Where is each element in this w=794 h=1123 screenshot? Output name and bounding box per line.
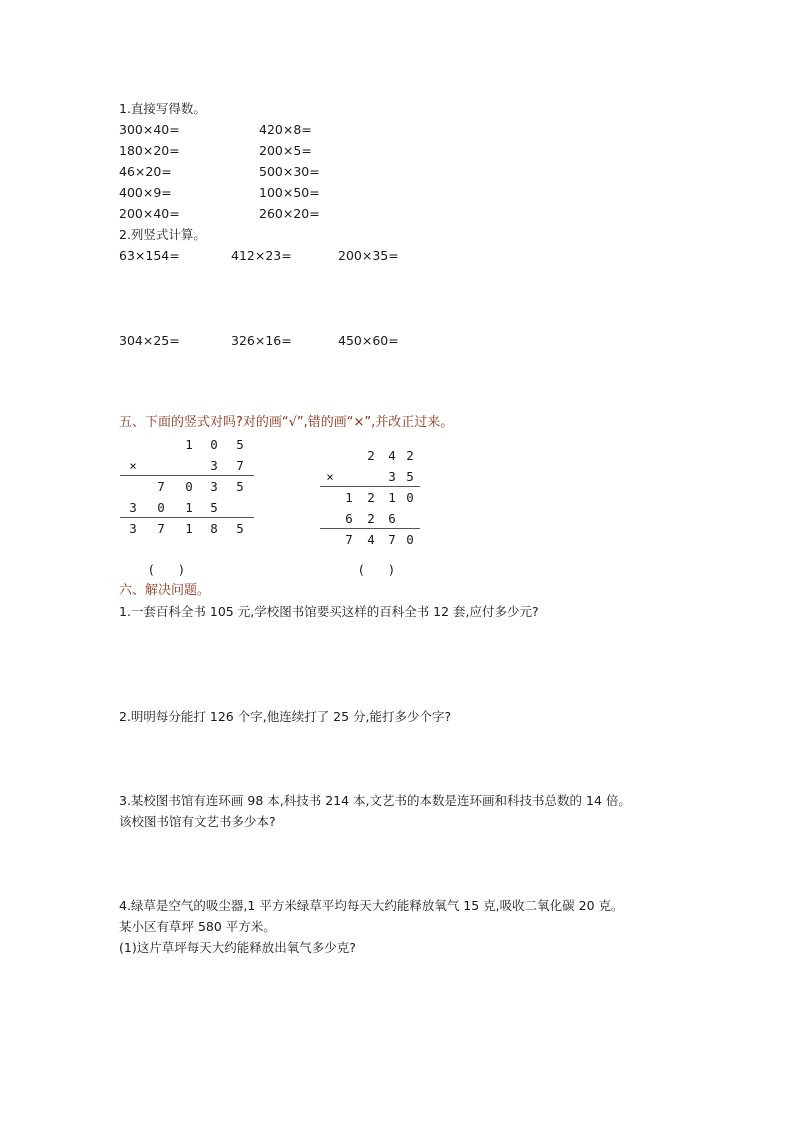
calc1-digit: 1 xyxy=(185,500,193,515)
q2-item: 304×25= xyxy=(119,333,180,348)
calc2-times-sign: × xyxy=(326,469,334,484)
calc1-digit: 3 xyxy=(210,479,218,494)
problem-4-line-1: 4.绿草是空气的吸尘器,1 平方米绿草平均每天大约能释放氧气 15 克,吸收二氧化碳 20 克。 xyxy=(119,898,624,913)
q2-item: 326×16= xyxy=(231,333,292,348)
calc1-digit: 3 xyxy=(129,500,137,515)
q1-left-item: 400×9= xyxy=(119,185,172,200)
calc1-rule xyxy=(120,475,254,476)
calc2-digit: 6 xyxy=(388,511,396,526)
section5-title: 五、下面的竖式对吗?对的画“√”,错的画“×”,并改正过来。 xyxy=(119,415,454,430)
calc1-digit: 8 xyxy=(210,521,218,536)
q2-item: 412×23= xyxy=(231,248,292,263)
problem-1: 1.一套百科全书 105 元,学校图书馆要买这样的百科全书 12 套,应付多少元? xyxy=(119,604,539,619)
calc1-digit: 7 xyxy=(157,479,165,494)
problem-2: 2.明明每分能打 126 个字,他连续打了 25 分,能打多少个字? xyxy=(119,709,452,724)
calc2-digit: 1 xyxy=(388,490,396,505)
calc1-digit: 0 xyxy=(210,437,218,452)
problem-3-line-2: 该校图书馆有文艺书多少本? xyxy=(119,814,276,829)
calc2-digit: 2 xyxy=(367,490,375,505)
calc1-digit: 0 xyxy=(185,479,193,494)
q1-right-item: 200×5= xyxy=(259,143,312,158)
calc2-digit: 5 xyxy=(406,469,414,484)
calc2-answer-blank[interactable]: ( ) xyxy=(359,562,394,577)
calc1-digit: 7 xyxy=(157,521,165,536)
calc2-digit: 7 xyxy=(345,532,353,547)
q2-title: 2.列竖式计算。 xyxy=(119,227,206,242)
calc1-digit: 1 xyxy=(185,521,193,536)
calc1-digit: 0 xyxy=(157,500,165,515)
calc2-rule xyxy=(320,486,420,487)
calc1-digit: 5 xyxy=(236,479,244,494)
calc2-digit: 2 xyxy=(406,448,414,463)
calc1-digit: 5 xyxy=(236,437,244,452)
q1-right-item: 100×50= xyxy=(259,185,320,200)
calc1-digit: 5 xyxy=(210,500,218,515)
calc1-digit: 3 xyxy=(210,458,218,473)
q1-right-item: 260×20= xyxy=(259,206,320,221)
q1-left-item: 46×20= xyxy=(119,164,172,179)
calc1-times-sign: × xyxy=(129,458,137,473)
calc1-digit: 3 xyxy=(129,521,137,536)
calc1-rule xyxy=(120,517,254,518)
calc2-digit: 2 xyxy=(367,511,375,526)
calc1-digit: 1 xyxy=(185,437,193,452)
calc2-digit: 3 xyxy=(388,469,396,484)
problem-4-line-2: 某小区有草坪 580 平方米。 xyxy=(119,919,276,934)
q2-item: 63×154= xyxy=(119,248,180,263)
q1-left-item: 180×20= xyxy=(119,143,180,158)
calc2-digit: 0 xyxy=(406,490,414,505)
problem-4-sub-1: (1)这片草坪每天大约能释放出氧气多少克? xyxy=(119,940,356,955)
section6-title: 六、解决问题。 xyxy=(119,583,211,598)
calc2-digit: 1 xyxy=(345,490,353,505)
calc2-digit: 0 xyxy=(406,532,414,547)
calc1-digit: 5 xyxy=(236,521,244,536)
calc2-digit: 4 xyxy=(367,532,375,547)
q1-title: 1.直接写得数。 xyxy=(119,101,206,116)
calc2-digit: 4 xyxy=(388,448,396,463)
calc1-digit: 7 xyxy=(236,458,244,473)
q1-right-item: 500×30= xyxy=(259,164,320,179)
q1-left-item: 300×40= xyxy=(119,122,180,137)
calc2-digit: 7 xyxy=(388,532,396,547)
calc2-digit: 2 xyxy=(367,448,375,463)
q1-left-item: 200×40= xyxy=(119,206,180,221)
calc2-digit: 6 xyxy=(345,511,353,526)
q2-item: 200×35= xyxy=(338,248,399,263)
calc2-rule xyxy=(320,528,420,529)
problem-3-line-1: 3.某校图书馆有连环画 98 本,科技书 214 本,文艺书的本数是连环画和科技书总数的 14 倍。 xyxy=(119,793,631,808)
q2-item: 450×60= xyxy=(338,333,399,348)
calc1-answer-blank[interactable]: ( ) xyxy=(149,562,184,577)
q1-right-item: 420×8= xyxy=(259,122,312,137)
